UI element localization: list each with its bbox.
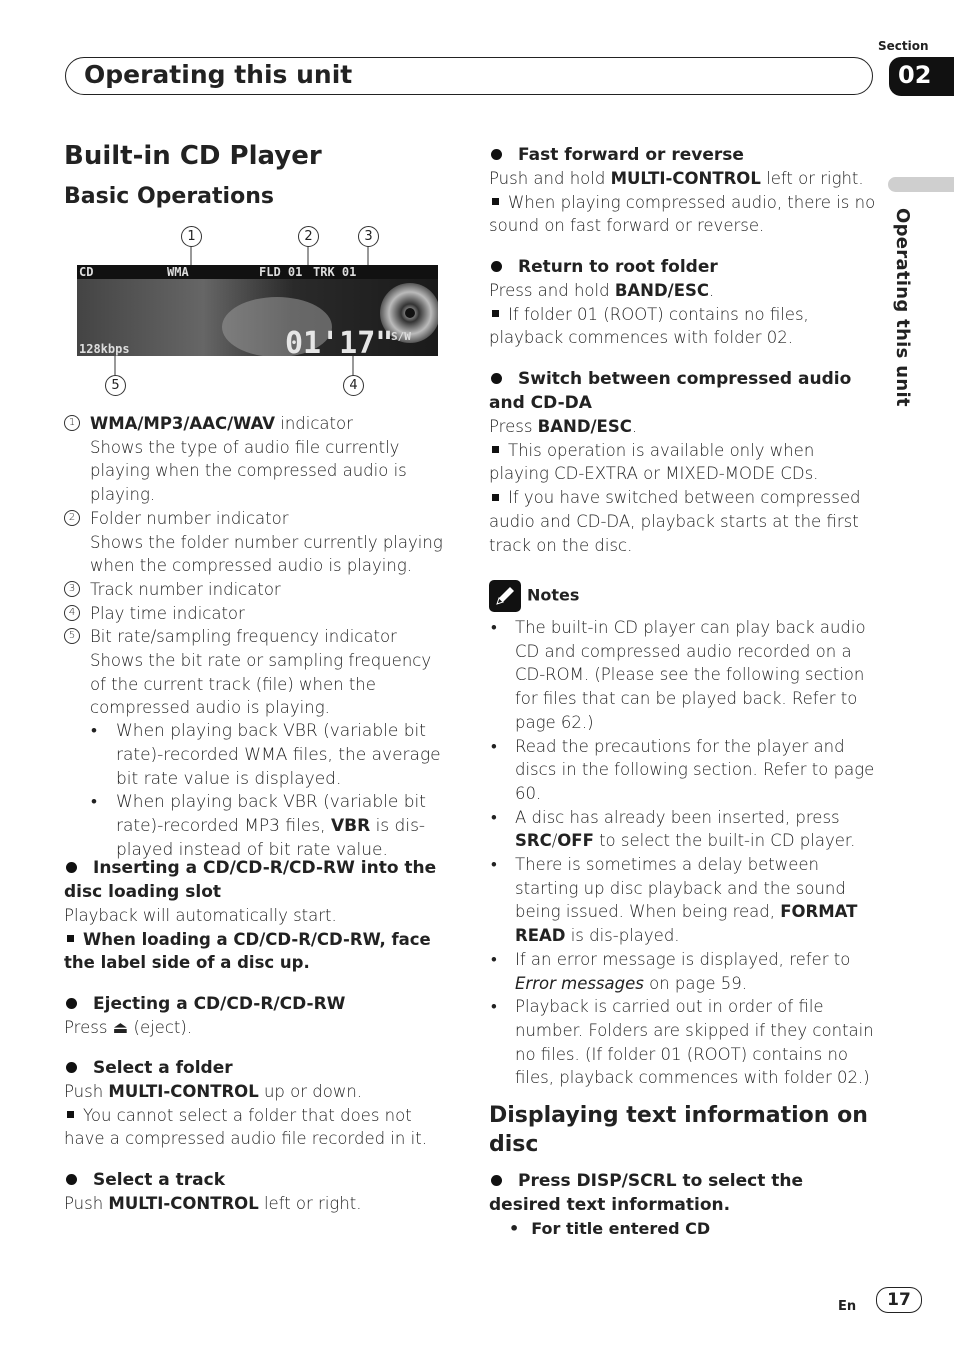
op-text-part: Press — [489, 417, 538, 436]
op-note — [489, 191, 879, 238]
op-note — [489, 486, 879, 557]
note-text: There is sometimes a delay between starting up disc playback and the sound being issued. When being read, — [515, 855, 846, 922]
lcd-format: WMA — [167, 265, 189, 279]
bullet-icon — [66, 1062, 77, 1073]
indicator-item — [64, 625, 444, 720]
indicator-label-bold: WMA/MP3/AAC/WAV — [90, 414, 275, 433]
op-note — [489, 303, 879, 350]
op-heading — [489, 367, 879, 415]
note-item — [489, 948, 879, 995]
lcd-display — [77, 265, 438, 356]
indicator-number: 5 — [64, 628, 80, 644]
op-text-bold: BAND/ESC — [537, 417, 632, 436]
note-text: If an error message is displayed, refer to — [515, 949, 851, 969]
bullet-icon — [491, 1175, 502, 1186]
section-subtitle: Basic Operations — [64, 184, 274, 209]
op-switch — [489, 367, 879, 557]
op-text-part: left or right. — [258, 1194, 362, 1213]
callout-5: 5 — [105, 375, 126, 396]
note-item: • Playback is carried out in order of file number. Folders are skipped if they contain no files. (If folder 01 (ROOT) contains no files, playback commences with folder 02.) — [489, 995, 879, 1090]
page-number: 17 — [876, 1287, 922, 1313]
square-bullet-icon — [492, 494, 499, 501]
notes-title: Notes — [527, 585, 580, 605]
op-text — [64, 1080, 444, 1104]
op-text-bold: BAND/ESC — [614, 281, 709, 300]
op-insert — [64, 856, 444, 975]
vbr-note-mp3 — [64, 791, 444, 862]
op-text-bold: MULTI-CONTROL — [108, 1194, 259, 1213]
op-text-bold: MULTI-CONTROL — [610, 169, 761, 188]
op-text: Playback will automatically start. — [64, 906, 337, 925]
lcd-graphic — [77, 265, 438, 356]
notes-heading — [489, 580, 879, 612]
square-bullet-icon — [492, 446, 499, 453]
indicator-label: Folder number indicator — [90, 508, 289, 528]
bullet-icon — [66, 1174, 77, 1185]
op-text — [64, 1192, 444, 1216]
note-text: / — [551, 831, 558, 851]
section-label: Section — [878, 39, 929, 53]
op-note-text: If you have switched between compressed audio and CD-DA, playback starts at the first track on the disc. — [489, 488, 861, 555]
op-heading — [64, 856, 444, 904]
op-heading — [64, 992, 444, 1016]
note-bold: SRC — [515, 831, 552, 851]
pencil-icon-graphic — [489, 580, 521, 612]
op-text — [489, 167, 879, 191]
op-note — [64, 928, 444, 975]
indicator-label: indicator — [275, 414, 353, 433]
op-text-part: . — [708, 281, 715, 300]
indicator-item — [64, 412, 444, 507]
op-text-part: Press and hold — [489, 281, 615, 300]
note-item — [489, 853, 879, 948]
vbr-note-wma: • When playing back VBR (variable bit rate)-recorded WMA files, the average bit rate value is displayed. — [64, 720, 444, 791]
op-text-part: left or right. — [760, 169, 864, 188]
op-track — [64, 1168, 444, 1216]
indicator-number: 2 — [64, 510, 80, 526]
text-info-sub-text: For title entered CD — [531, 1219, 711, 1238]
op-heading — [489, 1169, 879, 1217]
op-note-text: When loading a CD/CD-R/CD-RW, face the label side of a disc up. — [64, 929, 431, 973]
op-heading — [489, 143, 879, 167]
indicator-label: Bit rate/sampling frequency indicator — [90, 627, 397, 647]
lcd-source: CD — [79, 265, 94, 279]
bullet-icon — [491, 373, 502, 384]
op-text-part: (eject). — [128, 1018, 193, 1037]
indicator-item — [64, 602, 444, 626]
indicator-number: 4 — [64, 605, 80, 621]
indicator-label: Track number indicator — [90, 579, 281, 599]
op-heading — [64, 1168, 444, 1192]
op-note-text: You cannot select a folder that does not have a compressed audio file recorded in it. — [64, 1105, 427, 1149]
op-heading-text: Switch between compressed audio and CD-DA — [489, 369, 852, 413]
op-text-part: Push and hold — [489, 169, 611, 188]
pencil-icon — [489, 580, 521, 612]
square-bullet-icon — [492, 310, 499, 317]
op-heading-text: Ejecting a CD/CD-R/CD-RW — [93, 994, 346, 1014]
side-label: Operating this unit — [892, 208, 913, 407]
bullet-icon: • — [509, 1219, 520, 1238]
text-info-step — [489, 1169, 879, 1241]
note-item — [489, 806, 879, 853]
page-title: Built-in CD Player — [64, 141, 322, 171]
op-heading-text: Select a track — [93, 1170, 226, 1190]
op-heading-text: Press DISP/SCRL to select the desired text information. — [489, 1171, 804, 1215]
op-note — [64, 1104, 444, 1151]
indicator-desc: Shows the bit rate or sampling frequency of the current track (file) when the compressed audio is playing. — [90, 651, 432, 718]
op-text-part: . — [631, 417, 638, 436]
callout-3: 3 — [358, 226, 379, 247]
square-bullet-icon — [492, 198, 499, 205]
op-heading-text: Select a folder — [93, 1058, 233, 1078]
note-text: on page 59. — [643, 973, 748, 993]
text-info-title: Displaying text information on disc — [489, 1103, 868, 1157]
note-italic: Error messages — [515, 973, 644, 993]
note-item: • Read the precautions for the player and discs in the following section. Refer to page 60. — [489, 735, 879, 806]
note-bold: FORMAT READ — [515, 902, 858, 946]
callout-leader-lines-bottom — [77, 356, 438, 376]
note-item: • The built-in CD player can play back audio CD and compressed audio recorded on a CD-ROM. (Please see the following section for files that can be played back. Refer to page 62.) — [489, 616, 879, 735]
vbr-note-bold: VBR — [330, 815, 371, 836]
vbr-note-text: is dis-played instead of bit rate value. — [116, 815, 426, 860]
header-title: Operating this unit — [84, 60, 353, 89]
notes-list — [489, 616, 879, 1090]
indicator-number: 3 — [64, 581, 80, 597]
op-heading — [489, 255, 879, 279]
op-note-text: This operation is available only when playing CD-EXTRA or MIXED-MODE CDs. — [489, 440, 819, 484]
op-folder — [64, 1056, 444, 1151]
bullet-icon — [66, 998, 77, 1009]
indicator-number: 1 — [64, 415, 80, 431]
callout-1: 1 — [181, 226, 202, 247]
op-text-part: Push — [64, 1194, 109, 1213]
op-heading-text: Fast forward or reverse — [518, 145, 744, 165]
note-bold: OFF — [557, 831, 594, 851]
note-text: to select the built-in CD player. — [593, 831, 856, 851]
op-text — [64, 1016, 444, 1040]
note-text: A disc has already been inserted, press — [515, 807, 840, 827]
callout-2: 2 — [298, 226, 319, 247]
op-text-part: Press — [64, 1018, 113, 1037]
op-ff — [489, 143, 879, 238]
text-info-sub — [489, 1217, 879, 1241]
op-text-part: up or down. — [258, 1082, 363, 1101]
eject-icon: ⏏ — [112, 1018, 129, 1037]
vbr-note-text: When playing back VBR (variable bit rate)-recorded MP3 files, — [116, 792, 426, 836]
lcd-folder: FLD 01 — [259, 265, 303, 279]
indicator-label: Play time indicator — [90, 603, 245, 623]
op-root — [489, 255, 879, 350]
square-bullet-icon — [67, 1111, 74, 1118]
square-bullet-icon — [67, 935, 74, 942]
side-tab — [888, 177, 954, 192]
note-text: is dis-played. — [565, 926, 680, 946]
indicator-item — [64, 578, 444, 602]
indicator-desc: Shows the folder number currently playing when the compressed audio is playing. — [90, 532, 443, 576]
section-number: 02 — [889, 57, 954, 96]
op-eject — [64, 992, 444, 1040]
lcd-bitrate: 128kbps — [79, 342, 130, 356]
op-heading — [64, 1056, 444, 1080]
op-text-bold: MULTI-CONTROL — [108, 1082, 259, 1101]
lcd-track: TRK 01 — [313, 265, 357, 279]
indicator-desc: Shows the type of audio file currently playing when the compressed audio is playing. — [90, 437, 407, 505]
op-heading-text: Inserting a CD/CD-R/CD-RW into the disc loading slot — [64, 858, 437, 902]
bullet-icon — [491, 149, 502, 160]
callout-4: 4 — [343, 375, 364, 396]
op-heading-text: Return to root folder — [518, 257, 718, 277]
op-note — [489, 439, 879, 486]
op-text — [489, 415, 879, 439]
indicator-list — [64, 412, 444, 862]
op-note-text: When playing compressed audio, there is no sound on fast forward or reverse. — [489, 192, 876, 236]
op-text-part: Push — [64, 1082, 109, 1101]
indicator-item — [64, 507, 444, 578]
bullet-icon — [66, 862, 77, 873]
op-text — [489, 279, 879, 303]
language-label: En — [838, 1299, 857, 1314]
lcd-time: 01'17" — [285, 326, 394, 356]
bullet-icon — [491, 261, 502, 272]
lcd-mode: S/W — [391, 330, 411, 343]
op-note-text: If folder 01 (ROOT) contains no files, playback commences with folder 02. — [489, 304, 809, 348]
